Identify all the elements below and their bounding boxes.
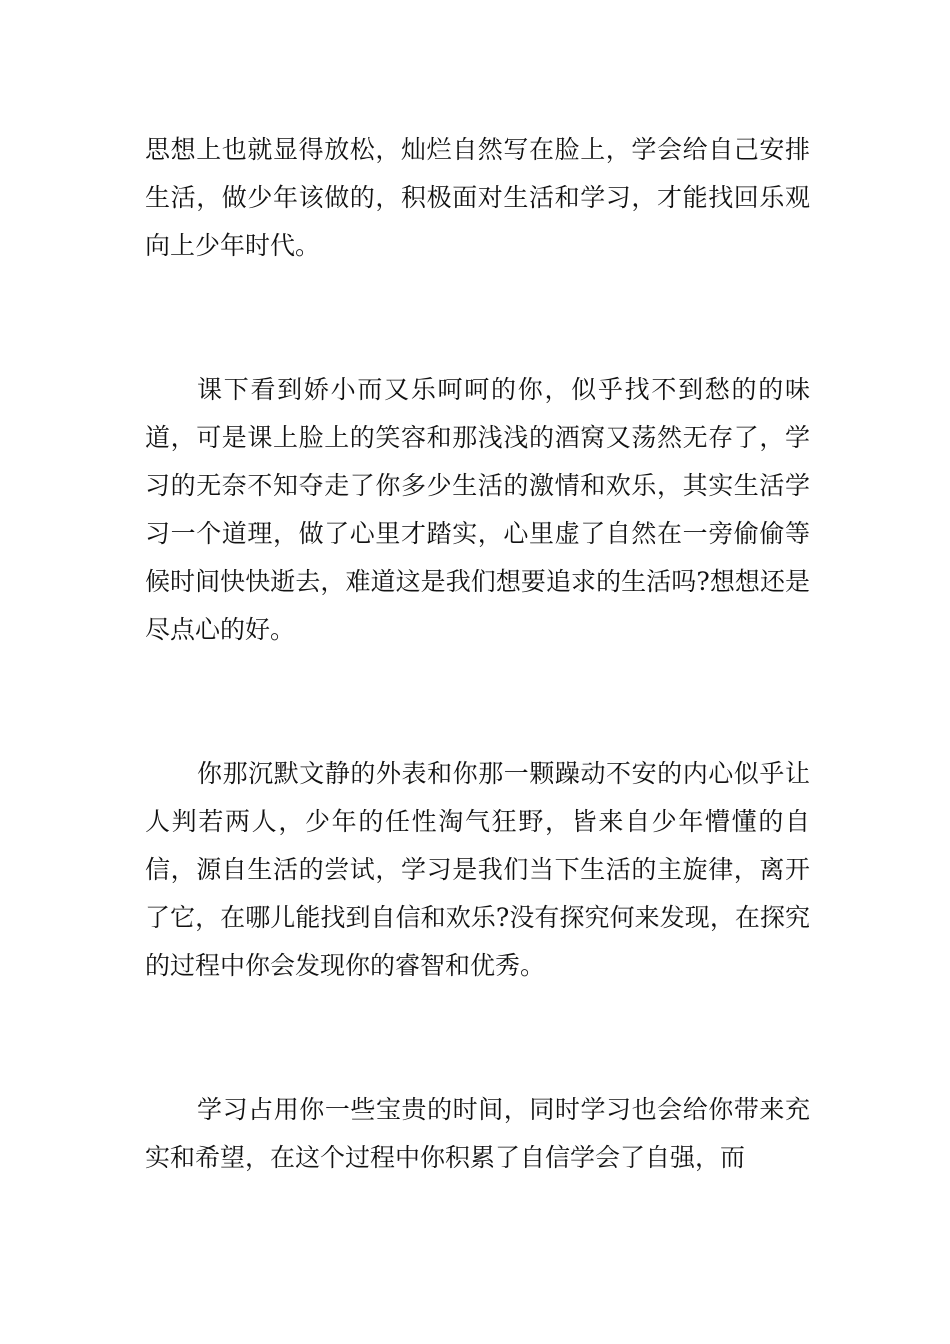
paragraph-3: 你那沉默文静的外表和你那一颗躁动不安的内心似乎让人判若两人，少年的任性淘气狂野，皆来自少年懵懂的自信，源自生活的尝试，学习是我们当下生活的主旋律，离开了它，在哪儿能找到自信和欢乐?没有探究何来发现，在探究的过程中你会发现你的睿智和优秀。 [145,759,810,980]
paragraph-1: 思想上也就显得放松，灿烂自然写在脸上，学会给自己安排生活，做少年该做的，积极面对生活和学习，才能找回乐观向上少年时代。 [145,135,810,260]
paragraph-gap [145,270,810,366]
paragraph-4: 学习占用你一些宝贵的时间，同时学习也会给你带来充实和希望，在这个过程中你积累了自信学会了自强，而 [145,1095,810,1172]
paragraph-gap [145,990,810,1086]
document-body [145,126,810,1182]
paragraph-2: 课下看到娇小而又乐呵呵的你，似乎找不到愁的的味道，可是课上脸上的笑容和那浅浅的酒窝又荡然无存了，学习的无奈不知夺走了你多少生活的激情和欢乐，其实生活学习一个道理，做了心里才踏实，心里虚了自然在一旁偷偷等候时间快快逝去，难道这是我们想要追求的生活吗?想想还是尽点心的好。 [145,375,810,644]
paragraph-gap [145,654,810,750]
